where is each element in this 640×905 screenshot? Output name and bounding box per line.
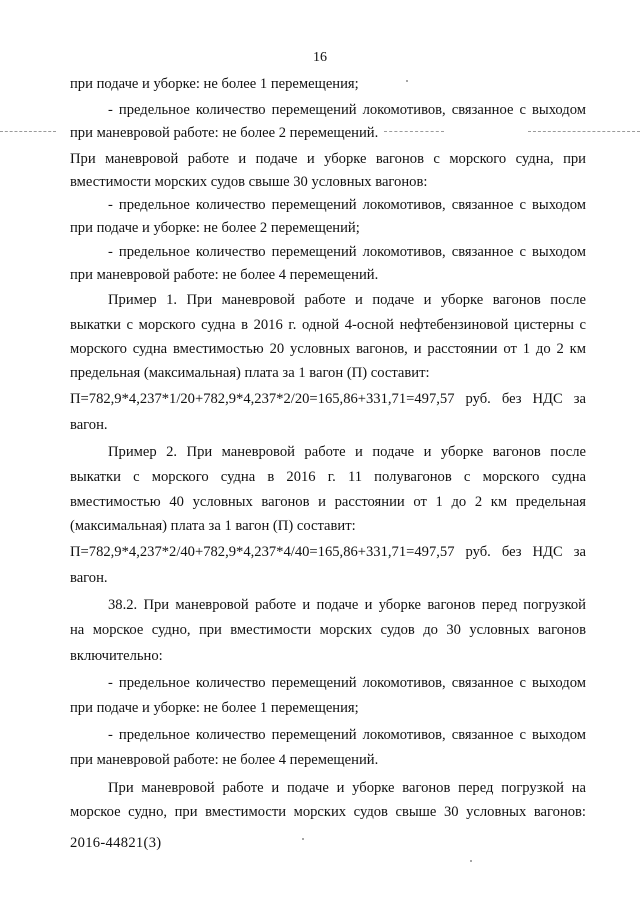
text-line: вместимости морских судов свыше 30 условных вагонов: xyxy=(70,174,428,190)
text-line: при маневровой работе: не более 4 перемещений. xyxy=(70,752,379,768)
text-line: При маневровой работе и подаче и уборке вагонов перед погрузкой на xyxy=(108,780,586,796)
text-line: П=782,9*4,237*1/20+782,9*4,237*2/20=165,86+331,71=497,57 руб. без НДС за xyxy=(70,391,586,407)
scan-artifact-line-right xyxy=(528,131,640,132)
document-id: 2016-44821(3) xyxy=(70,835,162,851)
text-line: при маневровой работе: не более 4 перемещений. xyxy=(70,267,379,283)
text-line: при подаче и уборке: не более 1 перемещения; xyxy=(70,76,359,92)
text-line: Пример 2. При маневровой работе и подаче и уборке вагонов после xyxy=(108,444,586,460)
page-number: 16 xyxy=(313,50,327,65)
scan-artifact-line-left xyxy=(0,131,56,132)
text-line: на морское судно, при вместимости морских судов до 30 условных вагонов xyxy=(70,622,586,638)
text-line: П=782,9*4,237*2/40+782,9*4,237*4/40=165,86+331,71=497,57 руб. без НДС за xyxy=(70,544,586,560)
text-line: (максимальная) плата за 1 вагон (П) составит: xyxy=(70,518,356,534)
text-line: - предельное количество перемещений локомотивов, связанное с выходом xyxy=(108,244,586,260)
text-line: - предельное количество перемещений локомотивов, связанное с выходом xyxy=(108,197,586,213)
scan-speck xyxy=(406,80,408,82)
text-line: 38.2. При маневровой работе и подаче и уборке вагонов перед погрузкой xyxy=(108,597,586,613)
text-line: включительно: xyxy=(70,648,163,664)
text-line: При маневровой работе и подаче и уборке вагонов с морского судна, при xyxy=(70,151,586,167)
text-line: при подаче и уборке: не более 2 перемещений; xyxy=(70,220,360,236)
text-line: Пример 1. При маневровой работе и подаче и уборке вагонов после xyxy=(108,292,586,308)
text-line: вагон. xyxy=(70,417,108,433)
text-line: выкатки с морского судна в 2016 г. одной 4-осной нефтебензиновой цистерны с xyxy=(70,317,586,333)
text-line: вагон. xyxy=(70,570,108,586)
text-line: вместимостью 40 условных вагонов и расстоянии от 1 до 2 км предельная xyxy=(70,494,586,510)
text-line: предельная (максимальная) плата за 1 вагон (П) составит: xyxy=(70,365,430,381)
scan-speck xyxy=(302,838,304,840)
scan-artifact-line-mid xyxy=(384,131,444,132)
text-line: морского судна вместимостью 20 условных вагонов, и расстоянии от 1 до 2 км xyxy=(70,341,586,357)
text-line: - предельное количество перемещений локомотивов, связанное с выходом xyxy=(108,102,586,118)
text-line: - предельное количество перемещений локомотивов, связанное с выходом xyxy=(108,727,586,743)
text-line: выкатки с морского судна в 2016 г. 11 полувагонов с морского судна xyxy=(70,469,586,485)
text-line: - предельное количество перемещений локомотивов, связанное с выходом xyxy=(108,675,586,691)
text-line: морское судно, при вместимости морских судов свыше 30 условных вагонов: xyxy=(70,804,586,820)
text-line: при маневровой работе: не более 2 перемещений. xyxy=(70,125,379,141)
text-line: при подаче и уборке: не более 1 перемещения; xyxy=(70,700,359,716)
scan-speck xyxy=(470,860,472,862)
